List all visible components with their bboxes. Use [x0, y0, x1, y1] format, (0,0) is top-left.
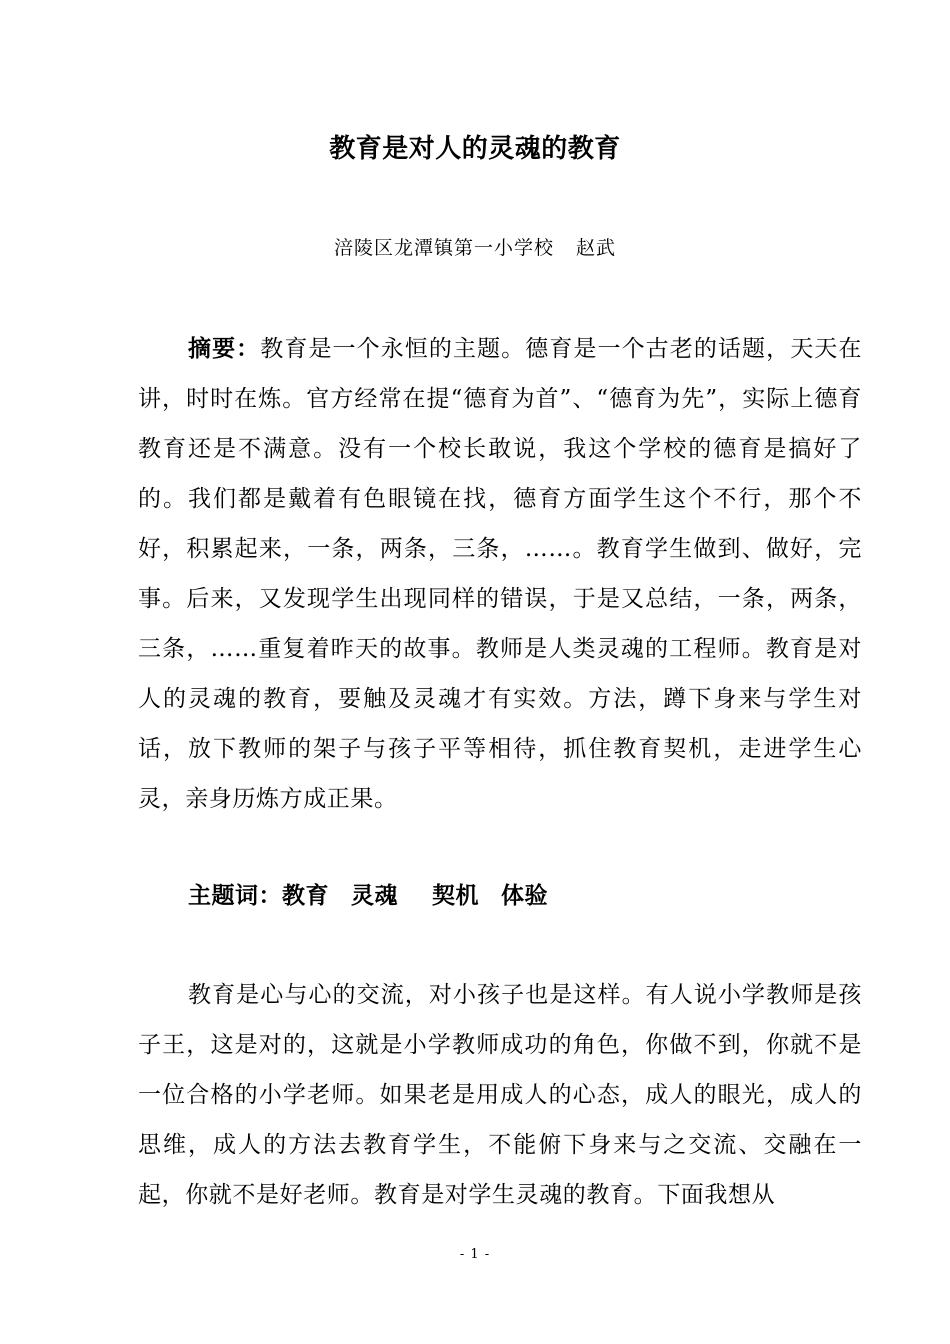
author-line: [0, 233, 950, 263]
abstract-label: 摘要：: [188, 336, 261, 362]
author-school: 涪陵区龙潭镇第一小学校: [333, 237, 554, 259]
abstract-text: 教育是一个永恒的主题。德育是一个古老的话题，天天在讲，时时在炼。官方经常在提“德育为首”、“德育为先”，实际上德育教育还是不满意。没有一个校长敢说，我这个学校的德育是搞好了的。我们都是戴着有色眼镜在找，德育方面学生这个不行，那个不好，积累起来，一条，两条，三条，……。教育学生做到、做好，完事。后来，又发现学生出现同样的错误，于是又总结，一条，两条，三条，……重复着昨天的故事。教师是人类灵魂的工程师。教育是对人的灵魂的教育，要触及灵魂才有实效。方法，蹲下身来与学生对话，放下教师的架子与孩子平等相待，抓住教育契机，走进学生心灵，亲身历炼方成正果。: [138, 336, 862, 812]
abstract-paragraph: [138, 324, 862, 824]
author-name: 赵武: [576, 237, 617, 259]
keyword: 契机: [432, 883, 479, 909]
keyword: 教育: [282, 883, 329, 909]
keywords-line: [188, 874, 548, 918]
document-title: 教育是对人的灵魂的教育: [329, 134, 621, 164]
keyword: 灵魂: [351, 883, 398, 909]
keyword: 体验: [501, 883, 548, 909]
keywords-label: 主题词：: [188, 883, 282, 909]
body-paragraph: 教育是心与心的交流，对小孩子也是这样。有人说小学教师是孩子王，这是对的，这就是小学教师成功的角色，你做不到，你就不是一位合格的小学老师。如果老是用成人的心态，成人的眼光，成人的思维，成人的方法去教育学生，不能俯下身来与之交流、交融在一起，你就不是好老师。教育是对学生灵魂的教育。下面我想从: [138, 982, 862, 1208]
page-number: - 1 -: [459, 1247, 491, 1262]
